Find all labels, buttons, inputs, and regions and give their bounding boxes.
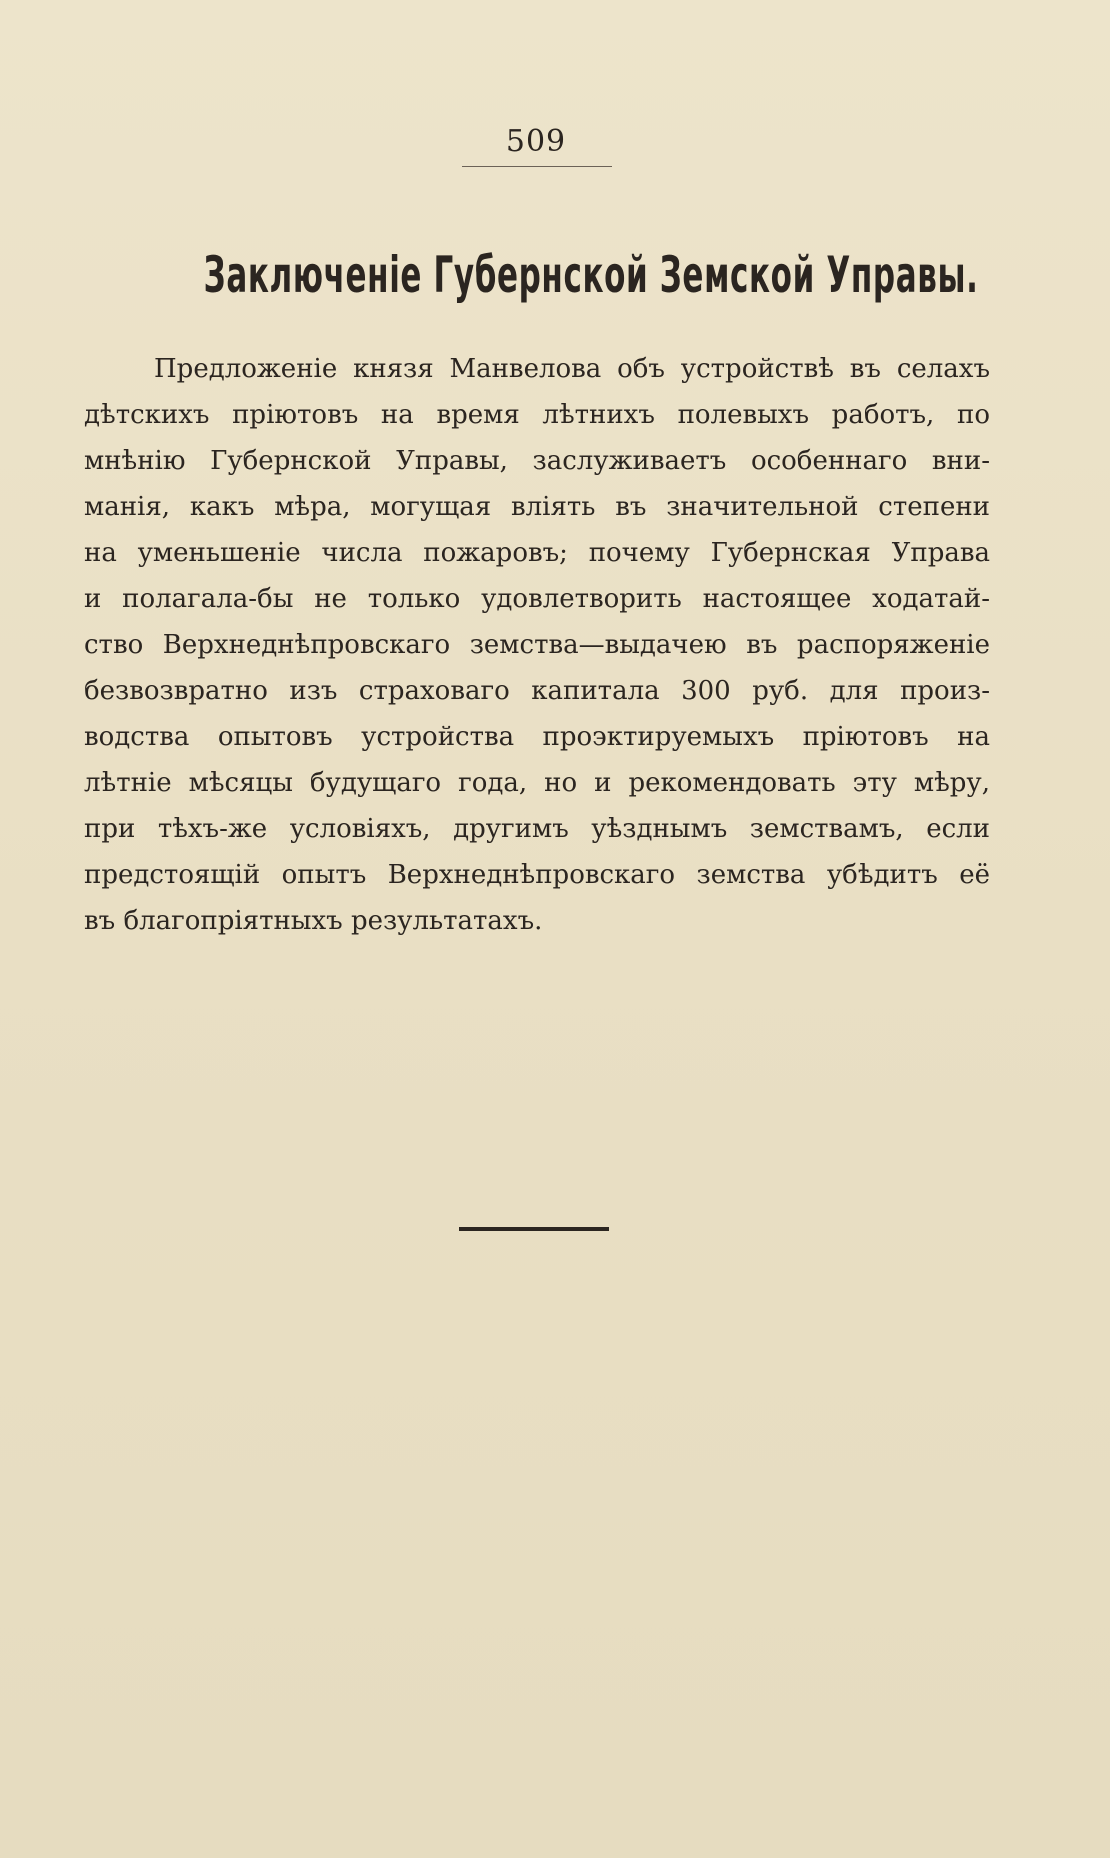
text-line: въ благопріятныхъ результатахъ. — [84, 906, 543, 936]
text-line: безвозвратно изъ страховаго капитала 300 руб. для произ- — [84, 676, 990, 706]
text-line: дѣтскихъ пріютовъ на время лѣтнихъ полевыхъ работъ, по — [84, 400, 990, 430]
text-line: лѣтніе мѣсяцы будущаго года, но и рекомендовать эту мѣру, — [84, 768, 990, 798]
text-line: манія, какъ мѣра, могущая вліять въ значительной степени — [84, 492, 990, 522]
text-line: при тѣхъ-же условіяхъ, другимъ уѣзднымъ земствамъ, если — [84, 814, 990, 844]
body-paragraph — [84, 346, 990, 944]
header-rule — [462, 166, 612, 167]
text-line: на уменьшеніе числа пожаровъ; почему Губернская Управа — [84, 538, 990, 568]
text-line: Предложеніе князя Манвелова объ устройствѣ въ селахъ — [154, 354, 990, 384]
text-line: мнѣнію Губернской Управы, заслуживаетъ особеннаго вни- — [84, 446, 990, 476]
page-number: 509 — [505, 124, 567, 159]
text-line: ство Верхнеднѣпровскаго земства—выдачею въ распоряженіе — [84, 630, 990, 660]
text-line: предстоящій опытъ Верхнеднѣпровскаго земства убѣдитъ её — [84, 860, 990, 890]
section-title: Заключеніе Губернской Земской Управы. — [203, 246, 979, 304]
end-rule — [459, 1227, 609, 1231]
text-line: и полагала-бы не только удовлетворить настоящее ходатай- — [84, 584, 990, 614]
text-line: водства опытовъ устройства проэктируемыхъ пріютовъ на — [84, 722, 990, 752]
